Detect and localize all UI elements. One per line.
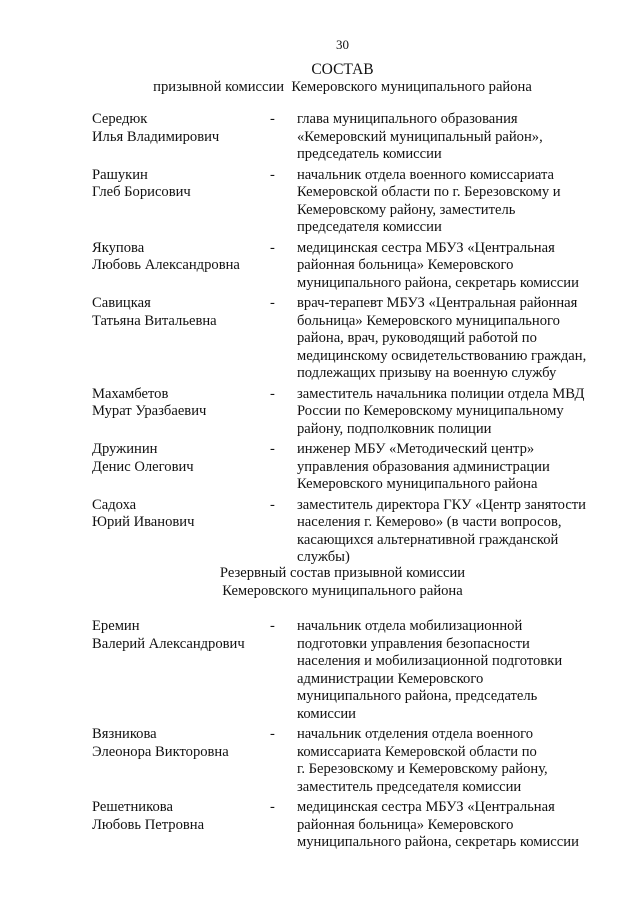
member-role [297,618,605,723]
member-role-line: России по Кемеровскому муниципальному [297,403,564,419]
member-name [92,295,270,383]
member-role [297,240,605,293]
member-role-line: г. Березовскому и Кемеровскому району, [297,761,548,777]
member-entry [92,726,612,796]
member-name [92,726,270,796]
member-entry [92,386,612,439]
member-dash: - [270,166,275,183]
member-dash: - [270,799,275,815]
member-name-line: Дружинин [92,441,158,457]
member-role-line: Кемеровскому району, заместитель [297,201,516,218]
member-dash: - [270,726,275,742]
member-dash: - [270,385,275,402]
member-role-line: заместитель директора ГКУ «Центр занятости [297,496,586,513]
reserve-heading [0,565,640,600]
member-role-line: начальник отдела мобилизационной [297,618,523,634]
member-role-line: заместитель начальника полиции отдела МВД [297,385,585,402]
member-role-line: району, подполковник полиции [297,420,492,437]
member-name-line: Садоха [92,496,137,513]
member-role-line: управления образования администрации [297,458,550,475]
member-role-line: председателя комиссии [297,219,442,235]
member-name [92,441,270,494]
heading-title: СОСТАВ [311,61,374,78]
member-role-line: медицинскому освидетельствованию граждан, [297,347,587,364]
page-number: 30 [336,37,349,52]
member-role [297,295,605,383]
member-role-line: инженер МБУ «Методический центр» [297,441,535,457]
member-name-line: Середюк [92,111,148,127]
member-role [297,167,605,237]
member-name-line: Савицкая [92,295,151,311]
member-name [92,497,270,567]
member-role-line: населения и мобилизационной подготовки [297,653,563,669]
member-role-line: района, врач, руководящий работой по [297,330,537,346]
member-role-line: медицинская сестра МБУЗ «Центральная [297,799,555,815]
member-dash: - [270,618,275,634]
member-name [92,111,270,164]
member-role-line: районная больница» Кемеровского [297,816,514,833]
member-name-line: Валерий Александрович [92,635,245,652]
member-name-line: Еремин [92,618,140,634]
member-name [92,386,270,439]
member-dash: - [270,441,275,457]
member-role-line: подлежащих призыву на военную службу [297,365,557,381]
member-name-line: Денис Олегович [92,458,194,475]
member-name-line: Любовь Александровна [92,257,240,273]
member-name-line: Глеб Борисович [92,184,191,200]
member-name-line: Махамбетов [92,385,169,402]
member-role-line: начальник отделения отдела военного [297,726,534,742]
member-entry [92,240,612,293]
member-name-line: Рашукин [92,166,148,183]
member-role [297,111,605,164]
member-role-line: больница» Кемеровского муниципального [297,312,560,329]
member-role-line: заместитель председателя комиссии [297,778,522,795]
member-name-line: Илья Владимирович [92,128,220,145]
member-role-line: медицинская сестра МБУЗ «Центральная [297,239,555,256]
member-role-line: муниципального района, председатель [297,688,538,704]
member-role-line: районная больница» Кемеровского [297,257,514,273]
member-entry [92,618,612,723]
member-entry [92,799,612,852]
member-role-line: «Кемеровский муниципальный район», [297,128,543,145]
member-name [92,618,270,723]
member-role [297,386,605,439]
member-role-line: комиссии [297,705,356,722]
member-name [92,167,270,237]
member-name-line: Любовь Петровна [92,816,205,833]
member-entry [92,497,612,567]
member-role-line: врач-терапевт МБУЗ «Центральная районная [297,295,578,311]
member-dash: - [270,295,275,311]
heading-subtitle: призывной комиссии Кемеровского муниципального района [153,78,532,95]
member-role [297,799,605,852]
member-role-line: подготовки управления безопасности [297,635,530,652]
member-role-line: населения г. Кемерово» (в части вопросов, [297,514,562,530]
member-name [92,799,270,852]
member-name [92,240,270,293]
member-role-line: председатель комиссии [297,146,442,162]
member-role [297,726,605,796]
member-dash: - [270,111,275,127]
member-entry [92,111,612,164]
member-name-line: Татьяна Витальевна [92,312,217,329]
reserve-members-list [92,618,612,855]
reserve-heading-subtitle: Кемеровского муниципального района [222,582,463,599]
member-role-line: муниципального района, секретарь комиссии [297,834,579,850]
member-role-line: Кемеровской области по г. Березовскому и [297,184,561,200]
member-role-line: глава муниципального образования [297,111,518,127]
member-role-line: комиссариата Кемеровской области по [297,743,537,760]
member-role-line: муниципального района, секретарь комиссии [297,274,579,291]
reserve-heading-title: Резервный состав призывной комиссии [219,565,466,581]
member-name-line: Элеонора Викторовна [92,743,229,760]
member-role-line: Кемеровского муниципального района [297,476,538,492]
member-role-line: администрации Кемеровского [297,670,484,687]
member-role [297,441,605,494]
commission-members-list [92,111,612,570]
member-dash: - [270,496,275,513]
member-name-line: Решетникова [92,799,173,815]
member-entry [92,441,612,494]
member-role [297,497,605,567]
member-entry [92,295,612,383]
member-name-line: Юрий Иванович [92,514,195,530]
member-name-line: Мурат Уразбаевич [92,403,207,419]
member-name-line: Вязникова [92,726,157,742]
member-dash: - [270,239,275,256]
composition-heading [0,61,640,96]
member-role-line: начальник отдела военного комиссариата [297,166,555,183]
member-role-line: касающихся альтернативной гражданской [297,531,559,548]
member-name-line: Якупова [92,239,145,256]
member-entry [92,167,612,237]
member-role-line: службы) [297,549,350,565]
